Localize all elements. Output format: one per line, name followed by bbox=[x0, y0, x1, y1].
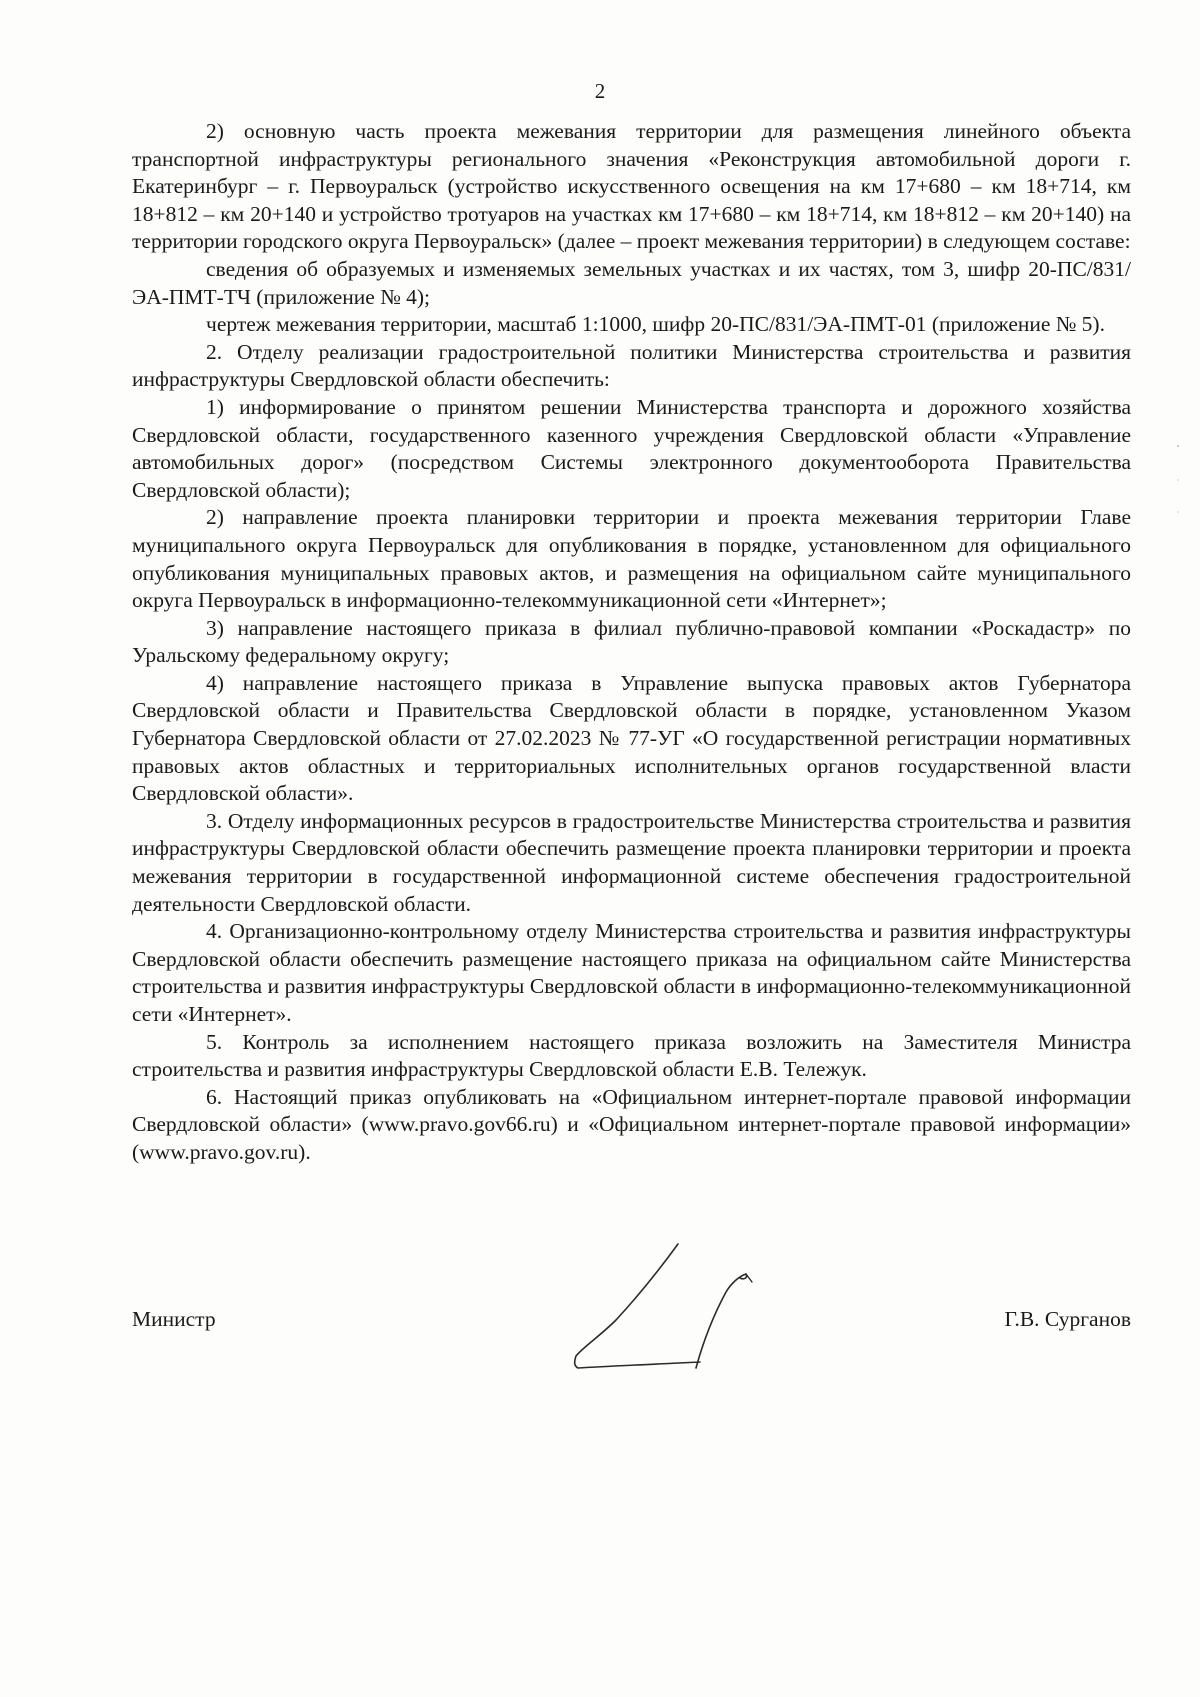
paragraph: 4. Организационно-контрольному отделу Министерства строительства и развития инфраструктуры Свердловской области обеспечить размещение настоящего приказа на официальном сайте Министерства строительства и развития инфраструктуры Свердловской области в информационно-телекоммуникационной сети «Интернет». bbox=[132, 919, 1131, 1026]
handwritten-signature bbox=[570, 1236, 780, 1376]
paragraph: сведения об образуемых и изменяемых земельных участках и их частях, том 3, шифр 20-ПС/831/ЭА-ПМТ-ТЧ (приложение № 4); bbox=[132, 256, 1131, 309]
paragraph: 3. Отделу информационных ресурсов в градостроительстве Министерства строительства и развития инфраструктуры Свердловской области обеспечить размещение проекта планировки территории и проекта межевания территории в государственной информационной системе обеспечения градостроительной деятельности Свердловской области. bbox=[132, 808, 1131, 916]
paragraph: 1) информирование о принятом решении Министерства транспорта и дорожного хозяйства Свердловской области, государственного казенного учреждения Свердловской области «Управление автомобильных дорог» (посредством Системы электронного документооборота Правительства Свердловской области); bbox=[132, 394, 1131, 502]
signer-title: Министр bbox=[132, 1307, 216, 1331]
signer-name: Г.В. Сурганов bbox=[1004, 1307, 1131, 1331]
paragraph: 6. Настоящий приказ опубликовать на «Официальном интернет-портале правовой информации Свердловской области» (www.pravo.gov66.ru) и «Официальном интернет-портале правовой информации» (www.pravo.gov.ru). bbox=[132, 1084, 1131, 1164]
page-number: 2 bbox=[594, 79, 606, 103]
paragraph: 2) основную часть проекта межевания территории для размещения линейного объекта транспортной инфраструктуры регионального значения «Реконструкция автомобильной дороги г. Екатеринбург – г. Первоуральск (устройство искусственного освещения на км 17+680 – км 18+714, км 18+812 – км 20+140 и устройство тротуаров на участках км 17+680 – км 18+714, км 18+812 – км 20+140) на территории городского округа Первоуральск» (далее – проект межевания территории) в следующем составе: bbox=[132, 119, 1131, 254]
scan-artifact bbox=[1176, 440, 1180, 520]
paragraph: 3) направление настоящего приказа в филиал публично-правовой компании «Роскадастр» по Уральскому федеральному округу; bbox=[132, 615, 1131, 668]
paragraph: 5. Контроль за исполнением настоящего приказа возложить на Заместителя Министра строительства и развития инфраструктуры Свердловской области Е.В. Тележук. bbox=[132, 1029, 1131, 1082]
paragraph: 4) направление настоящего приказа в Управление выпуска правовых актов Губернатора Свердловской области и Правительства Свердловской области в порядке, установленном Указом Губернатора Свердловской области от 27.02.2023 № 77-УГ «О государственной регистрации нормативных правовых актов областных и территориальных исполнительных органов государственной власти Свердловской области». bbox=[132, 670, 1131, 806]
paragraph: 2) направление проекта планировки территории и проекта межевания территории Главе муниципального округа Первоуральск для опубликования в порядке, установленном для официального опубликования муниципальных правовых актов, и размещения на официальном сайте муниципального округа Первоуральск в информационно-телекоммуникационной сети «Интернет»; bbox=[132, 505, 1131, 613]
paragraph: чертеж межевания территории, масштаб 1:1000, шифр 20-ПС/831/ЭА-ПМТ-01 (приложение № 5). bbox=[206, 312, 1105, 337]
paragraph: 2. Отделу реализации градостроительной политики Министерства строительства и развития инфраструктуры Свердловской области обеспечить: bbox=[132, 339, 1131, 392]
document-body bbox=[132, 118, 1131, 1167]
